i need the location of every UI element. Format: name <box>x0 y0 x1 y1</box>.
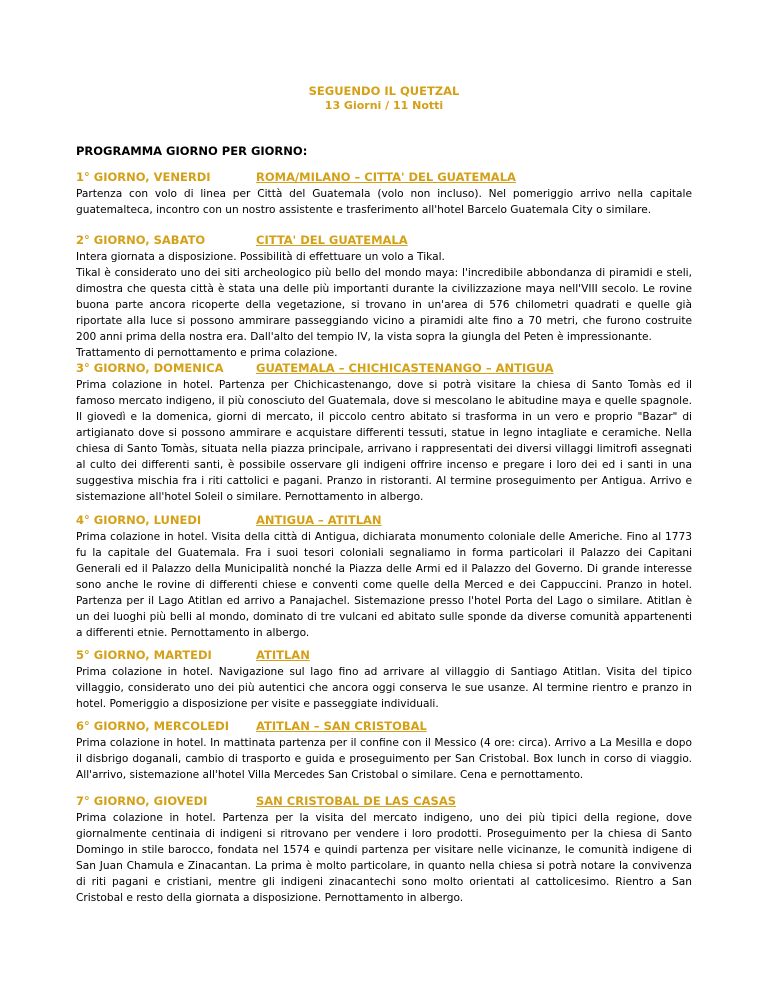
day-6 <box>76 719 692 783</box>
day-name: 3° GIORNO, DOMENICA <box>76 361 224 375</box>
day-header <box>76 361 692 376</box>
day-header <box>76 719 692 734</box>
day-place: ATITLAN – SAN CRISTOBAL <box>256 719 427 733</box>
day-1 <box>76 170 692 218</box>
day-paragraph: Intera giornata a disposizione. Possibilità di effettuare un volo a Tikal. <box>76 251 445 263</box>
day-description <box>76 249 692 361</box>
day-5 <box>76 648 692 712</box>
day-name: 2° GIORNO, SABATO <box>76 233 206 247</box>
day-4 <box>76 513 692 641</box>
day-description <box>76 186 692 218</box>
day-name: 7° GIORNO, GIOVEDI <box>76 794 208 808</box>
day-header <box>76 513 692 528</box>
day-description <box>76 810 692 906</box>
day-7 <box>76 794 692 906</box>
day-description <box>76 735 692 783</box>
day-place: CITTA' DEL GUATEMALA <box>256 233 408 247</box>
day-header <box>76 794 692 809</box>
day-header <box>76 233 692 248</box>
day-description <box>76 529 692 641</box>
day-place: ROMA/MILANO – CITTA' DEL GUATEMALA <box>256 170 516 184</box>
day-paragraph: Prima colazione in hotel. In mattinata partenza per il confine con il Messico (4 ore: circa). Arrivo a La Mesilla e dopo il disbrigo doganali, cambio di trasporto e guida e proseguimento per San Cristobal. Box lunch in corso di viaggio. All'arrivo, sistemazione all'hotel Villa Mercedes San Cristobal o similare. Cena e pernottamento. <box>76 737 692 781</box>
day-paragraph: Prima colazione in hotel. Navigazione sul lago fino ad arrivare al villaggio di Santiago Atitlan. Visita del tipico villaggio, considerato uno dei più autentici che ancora oggi conserva le sue usanze. Al termine rientro e pranzo in hotel. Pomeriggio a disposizione per visite e passeggiate individuali. <box>76 666 692 710</box>
day-place: GUATEMALA – CHICHICASTENANGO – ANTIGUA <box>256 361 554 375</box>
day-place: SAN CRISTOBAL DE LAS CASAS <box>256 794 457 808</box>
day-3 <box>76 361 692 505</box>
day-paragraph: Prima colazione in hotel. Visita della città di Antigua, dichiarata monumento coloniale delle Americhe. Fino al 1773 fu la capitale del Guatemala. Fra i suoi tesori coloniali segnaliamo in forma particolari il Palazzo dei Capitani Generali ed il Palazzo della Municipalità nonché la Piazza delle Armi ed il Palazzo del Governo. Di grande interesse sono anche le rovine di differenti chiese e conventi come quelle della Merced e dei Cappuccini. Pranzo in hotel. Partenza per il Lago Atitlan ed arrivo a Panajachel. Sistemazione presso l'hotel Porta del Lago o similare. Atitlan è un dei luoghi più belli al mondo, dominato di tre vulcani ed abitato sulle sponde da diverse comunità appartenenti a differenti etnie. Pernottamento in albergo. <box>76 531 692 639</box>
program-heading: PROGRAMMA GIORNO PER GIORNO: <box>76 144 308 158</box>
day-paragraph: Prima colazione in hotel. Partenza per la visita del mercato indigeno, uno dei più tipici della regione, dove giornalmente centinaia di indigeni si ritrovano per vendere i loro prodotti. Proseguimento per la chiesa di Santo Domingo in stile barocco, fondata nel 1574 e quindi partenza per visitare nelle vicinanze, le comunità indigene di San Juan Chamula e Zinacantan. La prima è molto particolare, in quanto nella chiesa si potrà notare la convivenza di riti pagani e cristiani, mentre gli indigeni zinacantechi sono molto orientati al cattolicesimo. Rientro a San Cristobal e resto della giornata a disposizione. Pernottamento in albergo. <box>76 812 692 904</box>
day-paragraph: Prima colazione in hotel. Partenza per Chichicastenango, dove si potrà visitare la chiesa di Santo Tomàs ed il famoso mercato indigeno, il più conosciuto del Guatemala, dove si mescolano le abitudine maya e quelle spagnole. Il giovedì e la domenica, giorni di mercato, il piccolo centro abitato si trasforma in un vero e proprio "Bazar" di artigianato dove si possono ammirare e acquistare differenti tessuti, statue in legno intagliate e ceramiche. Nella chiesa di Santo Tomàs, situata nella piazza principale, arrivano i rappresentati dei diversi villaggi limitrofi assegnati al culto dei differenti santi, è possibile osservare gli indigeni offrire incenso e pregare i loro dei ed i santi in una suggestiva mischia fra i riti cattolici e pagani. Pranzo in ristoranti. Al termine proseguimento per Antigua. Arrivo e sistemazione all'hotel Soleil o similare. Pernottamento in albergo. <box>76 379 692 503</box>
day-name: 6° GIORNO, MERCOLEDI <box>76 719 230 733</box>
day-name: 4° GIORNO, LUNEDI <box>76 513 202 527</box>
day-2 <box>76 233 692 361</box>
day-place: ANTIGUA – ATITLAN <box>256 513 382 527</box>
document-title: SEGUENDO IL QUETZAL <box>308 84 460 98</box>
day-description <box>76 377 692 505</box>
day-description <box>76 664 692 712</box>
day-header <box>76 648 692 663</box>
day-place: ATITLAN <box>256 648 310 662</box>
day-name: 1° GIORNO, VENERDI <box>76 170 211 184</box>
day-paragraph: Trattamento di pernottamento e prima colazione. <box>76 347 338 359</box>
document-subtitle: 13 Giorni / 11 Notti <box>324 99 444 112</box>
day-paragraph: Partenza con volo di linea per Città del Guatemala (volo non incluso). Nel pomeriggio arrivo nella capitale guatemalteca, incontro con un nostro assistente e trasferimento all'hotel Barcelo Guatemala City o similare. <box>76 188 692 216</box>
day-name: 5° GIORNO, MARTEDI <box>76 648 212 662</box>
day-paragraph: Tikal è considerato uno dei siti archeologico più bello del mondo maya: l'incredibile abbondanza di piramidi e steli, dimostra che questa città è stata una delle più importanti durante la civilizzazione maya nell'VIII secolo. Le rovine buona parte ancora ricoperte della vegetazione, si trovano in un'area di 576 chilometri quadrati e quelle già riportate alla luce si possono ammirare passeggiando vicino a piramidi alte fino a 70 metri, che furono costruite 200 anni prima della nostra era. Dall'alto del tempio IV, la vista sopra la giungla del Peten è impressionante. <box>76 267 692 343</box>
day-header <box>76 170 692 185</box>
